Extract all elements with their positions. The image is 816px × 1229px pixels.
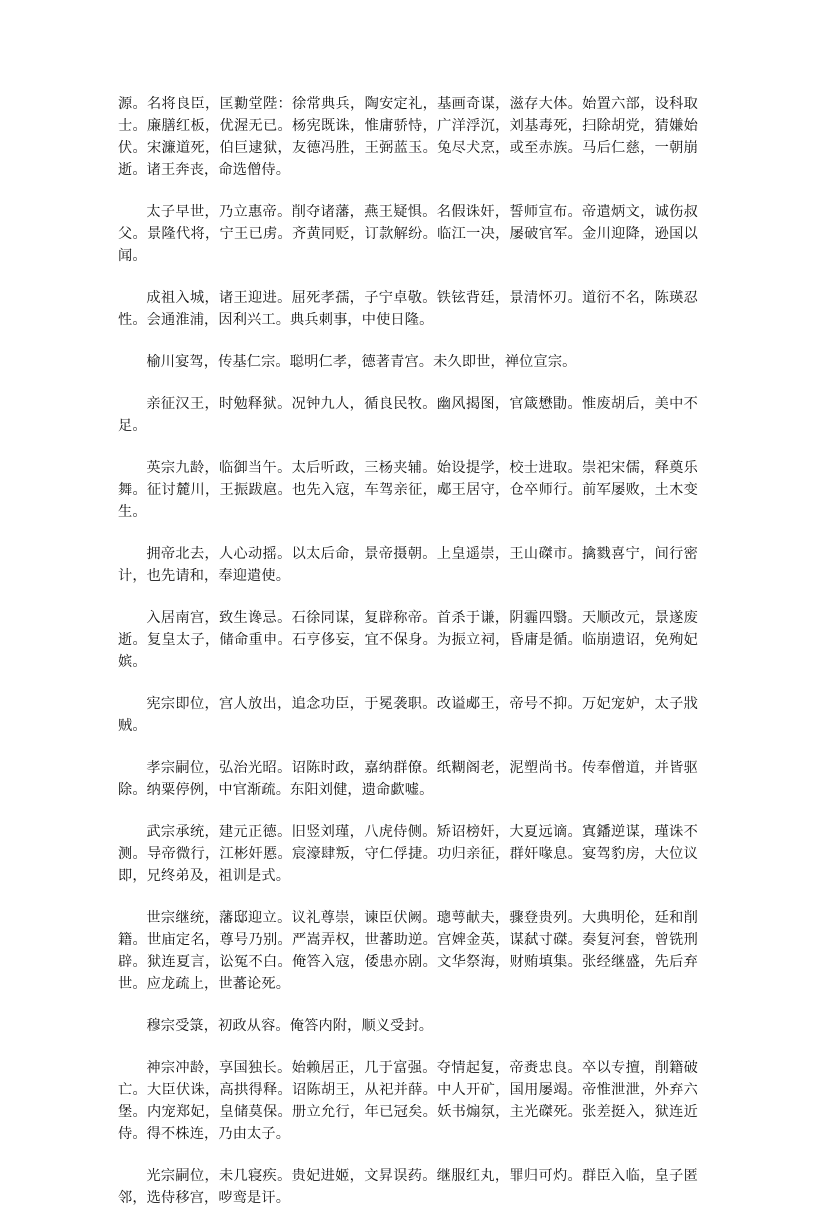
paragraph-15: 光宗嗣位，未几寝疾。贵妃进姬，文昇误药。继服红丸，罪归可灼。群臣入临，皇子匿邻，选侍移宫，哕鸾是讦。	[118, 1168, 698, 1206]
paragraph-5: 亲征汉王，时勉释狱。况钟九人，循良民牧。幽风揭图，官箴懋勖。惟废胡后，美中不足。	[118, 396, 698, 434]
paragraph-3: 成祖入城，诸王迎进。屈死孝孺，子宁卓敬。铁铉背廷，景清怀刃。道衍不名，陈瑛忍性。会通淮浦，因利兴工。典兵刺事，中使日隆。	[118, 290, 698, 328]
paragraph-14: 神宗冲龄，享国独长。始赖居正，几于富强。夺情起复，帝赉忠良。卒以专擅，削籍破亡。大臣伏诛，高拱得释。诏陈胡王，从祀并薛。中人开矿，国用屡竭。帝惟泄泄，外弃六堡。内宠郑妃，皇储莫保。册立允行，年已冠矣。妖书煽氛，主光磔死。张差挺入，狱连近侍。得不株连，乃由太子。	[118, 1060, 698, 1142]
paragraph-6: 英宗九龄，临御当午。太后听政，三杨夹辅。始设提学，校士进取。崇祀宋儒，释奠乐舞。征讨麓川，王振跋扈。也先入寇，车驾亲征，郕王居守，仓卒师行。前军屡败，土木变生。	[118, 460, 698, 520]
paragraph-2: 太子早世，乃立惠帝。削夺诸藩，燕王疑惧。名假诛奸，誓师宣布。帝遣炳文，诚伤叔父。景隆代将，宁王已虏。齐黄同贬，订款解纷。临江一决，屡破官军。金川迎降，逊国以闻。	[118, 204, 698, 264]
paragraph-8: 入居南宫，致生谗忌。石徐同谋，复辟称帝。首杀于谦，阴霾四翳。天顺改元，景遂废逝。复皇太子，储命重申。石亨侈妄，宜不保身。为振立祠，昏庸是循。临崩遗诏，免殉妃嫔。	[118, 610, 698, 670]
paragraph-1: 源。名将良臣，匡勷堂陛：徐常典兵，陶安定礼，基画奇谋，滋存大体。始置六部，设科取士。廉膳红板，优渥无已。杨宪既诛，惟庸骄恃，广洋浮沉，刘基毒死，扫除胡党，猜嫌始伏。宋濂道死，伯巨逮狱，友德冯胜，王弼蓝玉。兔尽犬烹，或至赤族。马后仁慈，一朝崩逝。诸王奔丧，命选僧侍。	[118, 96, 698, 178]
paragraph-12: 世宗继统，藩邸迎立。议礼尊崇，谏臣伏阙。璁萼献夫，骤登贵列。大典明伦，廷和削籍。世庙定名，尊号乃别。严嵩弄权，世蕃助逆。宫婢金英，谋弑寸磔。奏复河套，曾铣刑辟。狱连夏言，讼冤不白。俺答入寇，倭患亦剧。文华祭海，财贿填集。张经继盛，先后弃世。应龙疏上，世蕃论死。	[118, 910, 698, 992]
paragraph-9: 宪宗即位，宫人放出，追念功臣，于冕袭职。改谥郕王，帝号不抑。万妃宠妒，太子戕贼。	[118, 696, 698, 734]
paragraph-4: 榆川宴驾，传基仁宗。聪明仁孝，德著青宫。未久即世，禅位宣宗。	[146, 354, 577, 370]
paragraph-11: 武宗承统，建元正德。旧竖刘瑾，八虎侍侧。矫诏榜奸，大夏远谪。寘鐇逆谋，瑾诛不测。导帝微行，江彬奸慝。宸濠肆叛，守仁俘捷。功归亲征，群奸喙息。宴驾豹房，大位议即，兄终弟及，祖训是式。	[118, 824, 698, 884]
document-body	[118, 93, 698, 1229]
paragraph-7: 拥帝北去，人心动摇。以太后命，景帝摄朝。上皇遥崇，王山磔市。擒戮喜宁，间行密计，也先请和，奉迎遣使。	[118, 546, 698, 584]
paragraph-10: 孝宗嗣位，弘治光昭。诏陈时政，嘉纳群僚。纸糊阁老，泥塑尚书。传奉僧道，并皆驱除。纳粟停例，中官渐疏。东阳刘健，遗命歔嘘。	[118, 760, 698, 798]
paragraph-13: 穆宗受箓，初政从容。俺答内附，顺义受封。	[146, 1018, 434, 1034]
